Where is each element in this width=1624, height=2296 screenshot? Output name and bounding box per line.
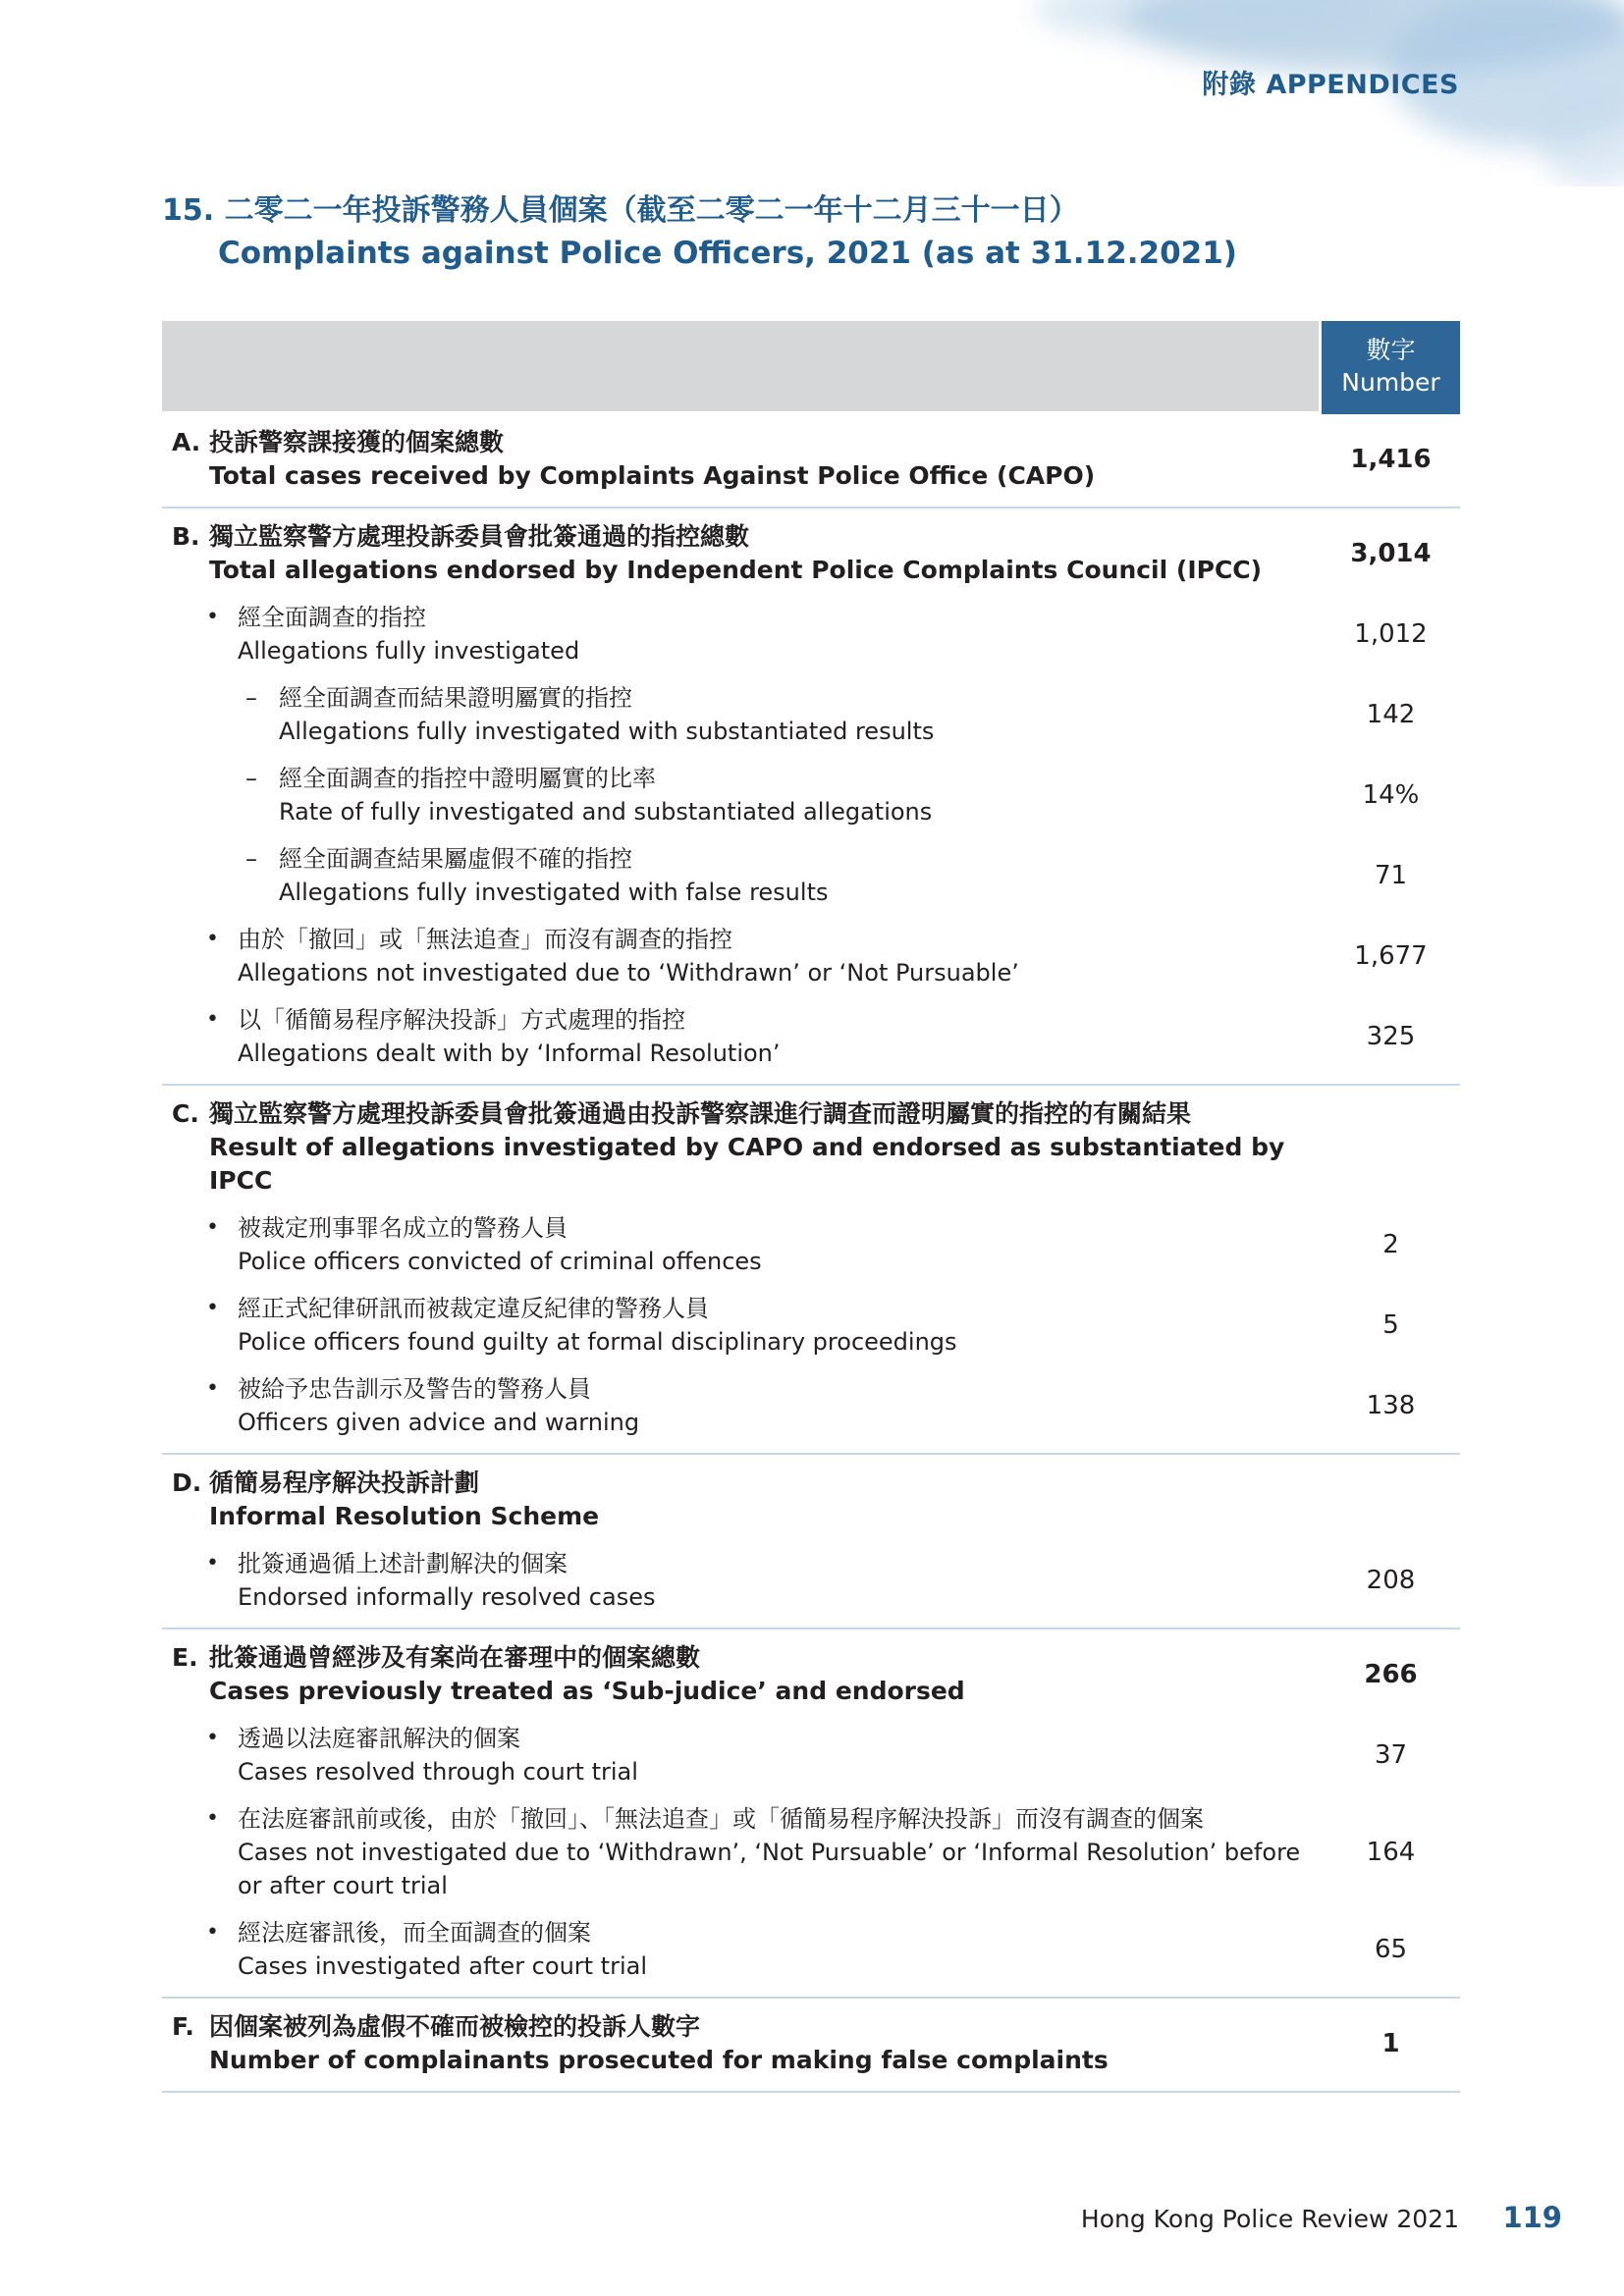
table-row	[162, 1722, 1460, 1789]
section-c-heading	[162, 1097, 1460, 1198]
heading-zh: 獨立監察警方處理投訴委員會批簽通過由投訴警察課進行調查而證明屬實的指控的有關結果	[209, 1099, 1192, 1128]
item-en: Police officers found guilty at formal disciplinary proceedings	[238, 1328, 957, 1356]
section-title	[162, 190, 1237, 275]
bullet-mark: •	[206, 1806, 219, 1831]
item-zh: 經正式紀律研訊而被裁定違反紀律的警務人員	[238, 1295, 709, 1322]
dash-mark: –	[245, 684, 257, 712]
table-row	[162, 1292, 1460, 1359]
item-value: 164	[1366, 1838, 1416, 1867]
item-en: Endorsed informally resolved cases	[238, 1583, 656, 1611]
item-zh: 在法庭審訊前或後，由於「撤回」、「無法追查」或「循簡易程序解決投訴」而沒有調查的個案	[238, 1805, 1204, 1833]
section-a-value: 1,416	[1350, 445, 1432, 474]
item-zh: 由於「撤回」或「無法追查」而沒有調查的指控	[238, 926, 732, 953]
item-zh: 經全面調查的指控中證明屬實的比率	[279, 765, 656, 792]
heading-zh: 批簽通過曾經涉及有案尚在審理中的個案總數	[209, 1643, 701, 1672]
item-zh: 經法庭審訊後，而全面調查的個案	[238, 1919, 591, 1947]
item-value: 65	[1374, 1935, 1408, 1964]
heading-en: Cases previously treated as ‘Sub-judice’ and endorsed	[209, 1677, 965, 1705]
item-value: 71	[1374, 861, 1408, 890]
publication-title: Hong Kong Police Review 2021	[1080, 2205, 1459, 2233]
section-d	[162, 1455, 1460, 1629]
section-b	[162, 508, 1460, 1086]
table-row	[162, 1372, 1460, 1439]
table-row	[162, 601, 1460, 667]
number-column-header	[1319, 321, 1460, 411]
section-letter: F.	[172, 2012, 194, 2041]
section-letter: C.	[172, 1099, 199, 1128]
item-en: Cases not investigated due to ‘Withdrawn’, ‘Not Pursuable’ or ‘Informal Resolution’ before or after court trial	[238, 1839, 1301, 1899]
dash-mark: –	[245, 765, 257, 792]
section-f-heading	[162, 2010, 1460, 2077]
item-en: Allegations fully investigated with substantiated results	[279, 718, 935, 745]
section-b-heading	[162, 520, 1460, 587]
section-e-heading	[162, 1641, 1460, 1708]
heading-en: Total cases received by Complaints Against Police Office (CAPO)	[209, 461, 1096, 490]
item-zh: 被裁定刑事罪名成立的警務人員	[238, 1214, 568, 1242]
heading-en: Result of allegations investigated by CAPO and endorsed as substantiated by IPCC	[209, 1133, 1285, 1195]
item-zh: 經全面調查而結果證明屬實的指控	[279, 684, 632, 712]
item-en: Allegations fully investigated	[238, 637, 580, 665]
table-row	[162, 1802, 1460, 1902]
item-zh: 經全面調查結果屬虛假不確的指控	[279, 845, 632, 873]
bullet-mark: •	[206, 1215, 219, 1240]
bullet-mark: •	[206, 1376, 219, 1401]
heading-zh: 投訴警察課接獲的個案總數	[209, 428, 505, 456]
heading-en: Informal Resolution Scheme	[209, 1502, 600, 1530]
section-letter: B.	[172, 522, 200, 551]
bullet-mark: •	[206, 927, 219, 951]
heading-zh: 循簡易程序解決投訴計劃	[209, 1468, 480, 1497]
item-en: Police officers convicted of criminal offences	[238, 1248, 762, 1275]
table-row	[162, 1003, 1460, 1070]
item-value: 1,677	[1354, 941, 1428, 971]
section-c	[162, 1086, 1460, 1455]
table-row	[162, 681, 1460, 748]
table-row	[162, 762, 1460, 828]
item-en: Officers given advice and warning	[238, 1409, 640, 1436]
table-header	[162, 321, 1460, 411]
table-row	[162, 1916, 1460, 1983]
bullet-mark: •	[206, 1296, 219, 1320]
title-en: Complaints against Police Officers, 2021 (as at 31.12.2021)	[218, 236, 1237, 271]
page-number: 119	[1502, 2201, 1562, 2234]
section-a-heading	[162, 426, 1460, 493]
item-value: 1,012	[1354, 619, 1428, 649]
bullet-mark: •	[206, 605, 219, 629]
complaints-table	[162, 321, 1460, 2093]
appendices-label: 附錄 APPENDICES	[1202, 70, 1459, 100]
item-zh: 透過以法庭審訊解決的個案	[238, 1725, 520, 1752]
bullet-mark: •	[206, 1726, 219, 1750]
item-value: 208	[1366, 1566, 1416, 1595]
number-header-zh: 數字	[1366, 336, 1416, 364]
item-zh: 以「循簡易程序解決投訴」方式處理的指控	[238, 1006, 685, 1034]
item-en: Cases resolved through court trial	[238, 1758, 638, 1786]
item-zh: 被給予忠告訓示及警告的警務人員	[238, 1375, 591, 1403]
item-zh: 經全面調查的指控	[238, 604, 426, 631]
table-header-blank	[162, 321, 1319, 411]
section-b-value: 3,014	[1350, 539, 1432, 568]
section-f-value: 1	[1381, 2029, 1400, 2058]
section-a	[162, 414, 1460, 508]
item-value: 5	[1382, 1310, 1399, 1340]
bullet-mark: •	[206, 1920, 219, 1945]
item-en: Rate of fully investigated and substantiated allegations	[279, 798, 933, 826]
item-value: 325	[1366, 1022, 1416, 1051]
item-en: Allegations not investigated due to ‘Withdrawn’ or ‘Not Pursuable’	[238, 959, 1019, 987]
section-e	[162, 1629, 1460, 1999]
section-letter: D.	[172, 1468, 202, 1497]
item-value: 2	[1382, 1230, 1399, 1259]
number-header-en: Number	[1341, 368, 1440, 397]
table-row	[162, 1211, 1460, 1278]
table-row	[162, 1547, 1460, 1614]
title-zh: 15. 二零二一年投訴警務人員個案（截至二零二一年十二月三十一日）	[162, 193, 1079, 228]
item-zh: 批簽通過循上述計劃解決的個案	[238, 1550, 568, 1577]
section-e-value: 266	[1364, 1660, 1418, 1689]
heading-en: Number of complainants prosecuted for making false complaints	[209, 2046, 1109, 2074]
item-value: 37	[1374, 1740, 1408, 1770]
item-en: Cases investigated after court trial	[238, 1952, 647, 1980]
dash-mark: –	[245, 845, 257, 873]
item-en: Allegations fully investigated with false results	[279, 879, 829, 906]
item-en: Allegations dealt with by ‘Informal Resolution’	[238, 1040, 781, 1067]
item-value: 14%	[1362, 780, 1420, 810]
table-row	[162, 842, 1460, 909]
table-row	[162, 923, 1460, 989]
heading-en: Total allegations endorsed by Independent Police Complaints Council (IPCC)	[209, 556, 1263, 584]
section-f	[162, 1999, 1460, 2093]
section-letter: E.	[172, 1643, 198, 1672]
item-value: 142	[1366, 700, 1416, 729]
heading-zh: 因個案被列為虛假不確而被檢控的投訴人數字	[209, 2012, 701, 2041]
section-letter: A.	[172, 428, 201, 456]
section-d-heading	[162, 1467, 1460, 1533]
bullet-mark: •	[206, 1007, 219, 1032]
bullet-mark: •	[206, 1551, 219, 1575]
item-value: 138	[1366, 1391, 1416, 1420]
heading-zh: 獨立監察警方處理投訴委員會批簽通過的指控總數	[209, 522, 750, 551]
